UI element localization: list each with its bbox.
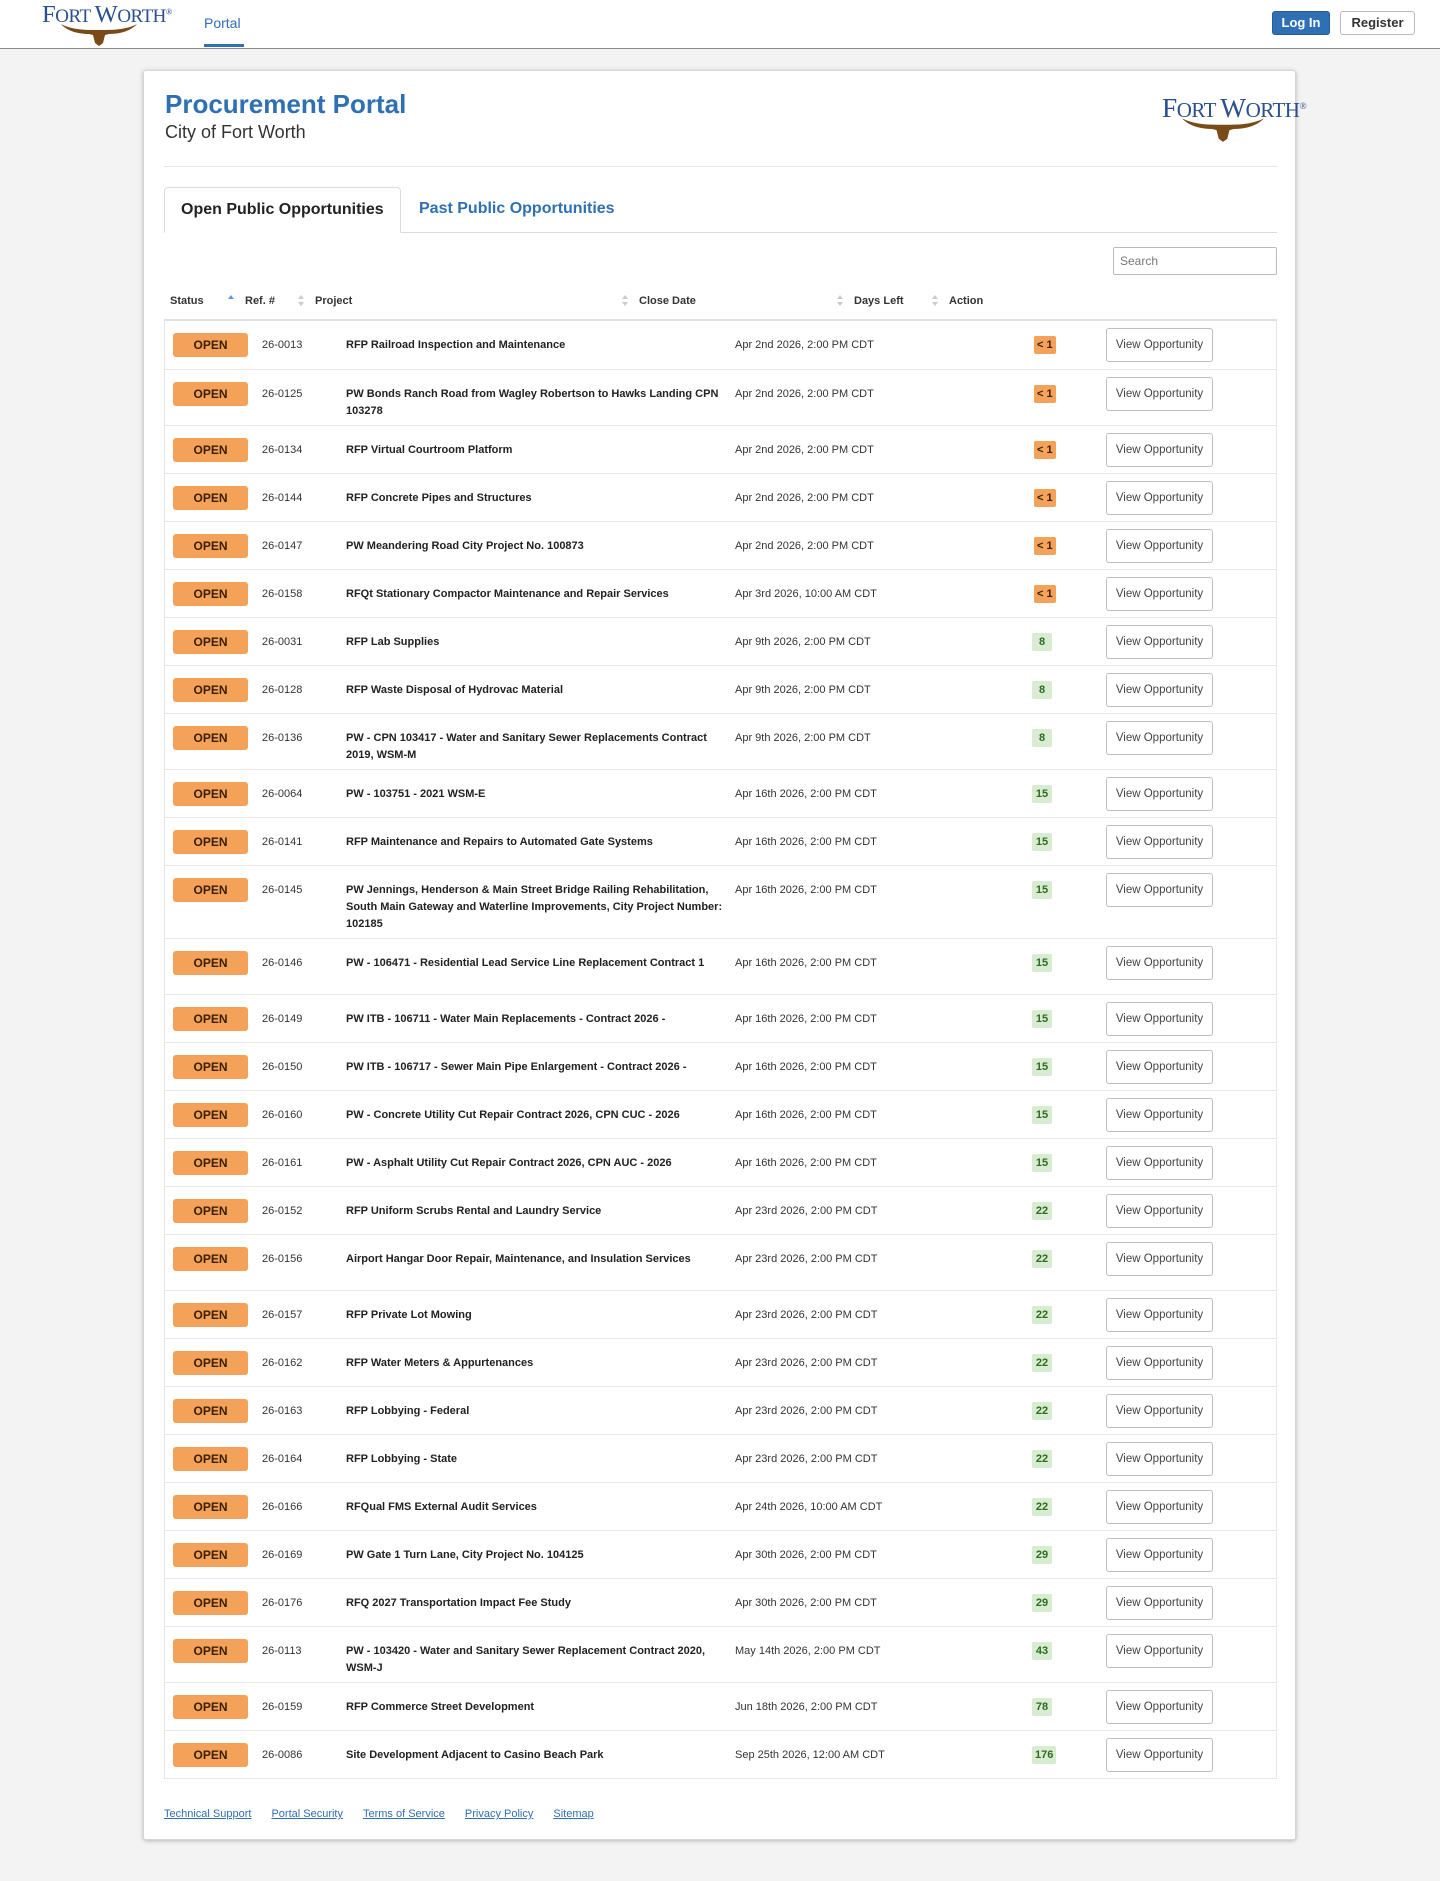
active-nav-indicator [204,44,244,47]
close-date: Apr 23rd 2026, 2:00 PM CDT [735,1405,878,1417]
view-opportunity-button[interactable]: View Opportunity [1106,1298,1213,1332]
days-left-badge: < 1 [1034,441,1056,459]
ref-number: 26-0152 [262,1205,303,1217]
view-opportunity-button[interactable]: View Opportunity [1106,1442,1213,1476]
ref-number: 26-0176 [262,1597,303,1609]
logo-text: FORT WORTH® [1162,93,1307,123]
sort-icon[interactable] [298,295,304,307]
days-left-badge: 15 [1032,1058,1052,1076]
status-badge: OPEN [173,1695,248,1719]
close-date: Apr 16th 2026, 2:00 PM CDT [735,1157,877,1169]
table-row [165,1138,1276,1186]
login-button[interactable]: Log In [1272,11,1330,35]
ref-number: 26-0162 [262,1357,303,1369]
days-left-badge: 8 [1032,729,1052,747]
longhorn-icon [1180,115,1266,143]
table-row [165,1338,1276,1386]
status-badge: OPEN [173,782,248,806]
days-left-badge: 15 [1032,833,1052,851]
days-left-badge: < 1 [1034,336,1056,354]
status-badge: OPEN [173,1543,248,1567]
footer-links [164,1808,614,1820]
status-badge: OPEN [173,1399,248,1423]
days-left-badge: < 1 [1034,537,1056,555]
ref-number: 26-0031 [262,636,303,648]
footer-link[interactable]: Sitemap [553,1808,594,1820]
table-row [165,473,1276,521]
view-opportunity-button[interactable]: View Opportunity [1106,1538,1213,1572]
close-date: May 14th 2026, 2:00 PM CDT [735,1645,881,1657]
project-name: PW Jennings, Henderson & Main Street Bridge Railing Rehabilitation, South Main Gateway and Waterline Improvements, City Project Number: 102185 [346,884,723,930]
ref-number: 26-0013 [262,339,303,351]
table-row [165,1730,1276,1778]
view-opportunity-button[interactable]: View Opportunity [1106,1490,1213,1524]
column-header-status[interactable]: Status [170,295,204,307]
view-opportunity-button[interactable]: View Opportunity [1106,1690,1213,1724]
status-badge: OPEN [173,382,248,406]
view-opportunity-button[interactable]: View Opportunity [1106,777,1213,811]
view-opportunity-button[interactable]: View Opportunity [1106,1346,1213,1380]
days-left-badge: 15 [1032,1010,1052,1028]
days-left-badge: 15 [1032,881,1052,899]
close-date: Apr 9th 2026, 2:00 PM CDT [735,636,871,648]
days-left-badge: < 1 [1034,489,1056,507]
status-badge: OPEN [173,726,248,750]
ref-number: 26-0064 [262,788,303,800]
days-left-badge: 8 [1032,681,1052,699]
project-name: RFP Private Lot Mowing [346,1309,472,1321]
view-opportunity-button[interactable]: View Opportunity [1106,377,1213,411]
close-date: Apr 23rd 2026, 2:00 PM CDT [735,1309,878,1321]
days-left-badge: 22 [1032,1498,1052,1516]
close-date: Apr 24th 2026, 10:00 AM CDT [735,1501,883,1513]
search-input[interactable] [1113,247,1277,275]
project-name: RFP Concrete Pipes and Structures [346,492,532,504]
close-date: Apr 30th 2026, 2:00 PM CDT [735,1549,877,1561]
sort-icon[interactable] [932,295,938,307]
project-name: RFQt Stationary Compactor Maintenance and Repair Services [346,588,669,600]
logo-wordmark: FORT WORTH [42,1,166,28]
status-badge: OPEN [173,1103,248,1127]
view-opportunity-button[interactable]: View Opportunity [1106,825,1213,859]
opportunities-table [164,284,1277,1779]
ref-number: 26-0164 [262,1453,303,1465]
days-left-badge: 22 [1032,1354,1052,1372]
project-name: RFP Virtual Courtroom Platform [346,444,513,456]
close-date: Apr 3rd 2026, 10:00 AM CDT [735,588,877,600]
days-left-badge: 15 [1032,1154,1052,1172]
table-row [165,1042,1276,1090]
project-name: PW - 103751 - 2021 WSM-E [346,788,486,800]
column-header-ref[interactable]: Ref. # [245,295,275,307]
ref-number: 26-0157 [262,1309,303,1321]
table-row [165,521,1276,569]
close-date: Apr 9th 2026, 2:00 PM CDT [735,732,871,744]
table-row [165,569,1276,617]
status-badge: OPEN [173,1007,248,1031]
project-name: RFQ 2027 Transportation Impact Fee Study [346,1597,571,1609]
ref-number: 26-0146 [262,957,303,969]
days-left-badge: 22 [1032,1250,1052,1268]
close-date: Jun 18th 2026, 2:00 PM CDT [735,1701,878,1713]
table-row [165,617,1276,665]
view-opportunity-button[interactable]: View Opportunity [1106,1194,1213,1228]
fort-worth-logo-large [1162,93,1307,145]
table-row [165,1386,1276,1434]
page-subtitle: City of Fort Worth [165,122,306,142]
close-date: Apr 2nd 2026, 2:00 PM CDT [735,444,874,456]
footer-link[interactable]: Privacy Policy [464,1808,534,1820]
fort-worth-logo[interactable] [42,0,172,48]
days-left-badge: 22 [1032,1202,1052,1220]
status-badge: OPEN [173,1199,248,1223]
project-name: RFP Railroad Inspection and Maintenance [346,339,566,351]
days-left-badge: 15 [1032,954,1052,972]
days-left-badge: 8 [1032,633,1052,651]
view-opportunity-button[interactable]: View Opportunity [1106,1242,1213,1276]
project-name: PW Gate 1 Turn Lane, City Project No. 104125 [346,1549,584,1561]
ref-number: 26-0156 [262,1253,303,1265]
page-title: Procurement Portal [165,89,407,119]
status-badge: OPEN [173,1447,248,1471]
ref-number: 26-0086 [262,1749,303,1761]
view-opportunity-button[interactable]: View Opportunity [1106,1002,1213,1036]
table-row [165,1682,1276,1730]
status-badge: OPEN [173,951,248,975]
project-name: PW - 106471 - Residential Lead Service Line Replacement Contract 1 [346,957,705,969]
ref-number: 26-0145 [262,884,303,896]
view-opportunity-button[interactable]: View Opportunity [1106,673,1213,707]
close-date: Apr 9th 2026, 2:00 PM CDT [735,684,871,696]
days-left-badge: 176 [1032,1746,1056,1764]
project-name: RFQual FMS External Audit Services [346,1501,537,1513]
close-date: Apr 2nd 2026, 2:00 PM CDT [735,492,874,504]
project-name: RFP Commerce Street Development [346,1701,535,1713]
status-badge: OPEN [173,830,248,854]
status-badge: OPEN [173,1743,248,1767]
header-divider [164,166,1277,167]
project-name: RFP Waste Disposal of Hydrovac Material [346,684,564,696]
close-date: Apr 23rd 2026, 2:00 PM CDT [735,1253,878,1265]
project-name: PW - CPN 103417 - Water and Sanitary Sewer Replacements Contract 2019, WSM-M [346,732,707,761]
days-left-badge: 22 [1032,1402,1052,1420]
view-opportunity-button[interactable]: View Opportunity [1106,1098,1213,1132]
status-badge: OPEN [173,1351,248,1375]
portal-card [143,70,1307,1840]
column-header-days-left[interactable]: Days Left [854,295,904,307]
table-row [165,994,1276,1042]
table-row [165,665,1276,713]
days-left-badge: < 1 [1034,385,1056,403]
project-name: PW - 103420 - Water and Sanitary Sewer Replacement Contract 2020, WSM-J [346,1645,706,1674]
project-name: PW Bonds Ranch Road from Wagley Robertson to Hawks Landing CPN 103278 [346,388,719,417]
table-row [165,369,1276,425]
status-badge: OPEN [173,678,248,702]
nav-portal-link[interactable]: Portal [204,15,241,31]
close-date: Apr 16th 2026, 2:00 PM CDT [735,957,877,969]
close-date: Apr 16th 2026, 2:00 PM CDT [735,884,877,896]
logo-text: FORT WORTH® [42,1,172,28]
close-date: Apr 2nd 2026, 2:00 PM CDT [735,388,874,400]
project-name: PW - Concrete Utility Cut Repair Contract 2026, CPN CUC - 2026 [346,1109,680,1121]
tab-past-opportunities[interactable]: Past Public Opportunities [419,200,615,217]
ref-number: 26-0147 [262,540,303,552]
table-row [165,321,1276,369]
close-date: Apr 23rd 2026, 2:00 PM CDT [735,1205,878,1217]
ref-number: 26-0125 [262,388,303,400]
close-date: Apr 16th 2026, 2:00 PM CDT [735,1013,877,1025]
table-body [164,321,1277,1779]
close-date: Apr 16th 2026, 2:00 PM CDT [735,788,877,800]
project-name: RFP Maintenance and Repairs to Automated Gate Systems [346,836,653,848]
close-date: Apr 16th 2026, 2:00 PM CDT [735,836,877,848]
ref-number: 26-0163 [262,1405,303,1417]
project-name: Site Development Adjacent to Casino Beach Park [346,1749,604,1761]
register-button[interactable]: Register [1340,11,1415,35]
view-opportunity-button[interactable]: View Opportunity [1106,625,1213,659]
ref-number: 26-0160 [262,1109,303,1121]
status-badge: OPEN [173,1495,248,1519]
view-opportunity-button[interactable]: View Opportunity [1106,873,1213,907]
sort-icon[interactable] [837,295,843,307]
close-date: Apr 23rd 2026, 2:00 PM CDT [735,1453,878,1465]
tab-open-opportunities[interactable]: Open Public Opportunities [164,187,401,233]
view-opportunity-button[interactable]: View Opportunity [1106,529,1213,563]
status-badge: OPEN [173,878,248,902]
ref-number: 26-0128 [262,684,303,696]
project-name: PW ITB - 106717 - Sewer Main Pipe Enlargement - Contract 2026 - [346,1061,687,1073]
status-badge: OPEN [173,582,248,606]
view-opportunity-button[interactable]: View Opportunity [1106,946,1213,980]
table-row [165,1530,1276,1578]
status-badge: OPEN [173,1639,248,1663]
ref-number: 26-0134 [262,444,303,456]
ref-number: 26-0166 [262,1501,303,1513]
view-opportunity-button[interactable]: View Opportunity [1106,721,1213,755]
status-badge: OPEN [173,1591,248,1615]
close-date: Apr 2nd 2026, 2:00 PM CDT [735,339,874,351]
table-row [165,1626,1276,1682]
table-row [165,425,1276,473]
status-badge: OPEN [173,333,248,357]
table-row [165,1434,1276,1482]
table-row [165,713,1276,769]
ref-number: 26-0136 [262,732,303,744]
days-left-badge: 43 [1032,1642,1052,1660]
table-row [165,1234,1276,1290]
days-left-badge: 15 [1032,1106,1052,1124]
table-row [165,938,1276,994]
ref-number: 26-0113 [262,1645,302,1657]
close-date: Sep 25th 2026, 12:00 AM CDT [735,1749,885,1761]
view-opportunity-button[interactable]: View Opportunity [1106,1146,1213,1180]
close-date: Apr 30th 2026, 2:00 PM CDT [735,1597,877,1609]
footer-link[interactable]: Portal Security [271,1808,343,1820]
table-row [165,1290,1276,1338]
status-badge: OPEN [173,1151,248,1175]
top-navbar [0,0,1440,49]
ref-number: 26-0161 [262,1157,303,1169]
status-badge: OPEN [173,438,248,462]
close-date: Apr 23rd 2026, 2:00 PM CDT [735,1357,878,1369]
sort-icon[interactable] [622,295,628,307]
view-opportunity-button[interactable]: View Opportunity [1106,1738,1213,1772]
project-name: PW - Asphalt Utility Cut Repair Contract 2026, CPN AUC - 2026 [346,1157,672,1169]
status-badge: OPEN [173,1055,248,1079]
status-badge: OPEN [173,486,248,510]
project-name: RFP Water Meters & Appurtenances [346,1357,534,1369]
close-date: Apr 16th 2026, 2:00 PM CDT [735,1061,877,1073]
view-opportunity-button[interactable]: View Opportunity [1106,328,1213,362]
ref-number: 26-0141 [262,836,303,848]
logo-wordmark: FORT WORTH [1162,93,1300,123]
column-header-close-date[interactable]: Close Date [639,295,696,307]
view-opportunity-button[interactable]: View Opportunity [1106,1050,1213,1084]
ref-number: 26-0159 [262,1701,303,1713]
view-opportunity-button[interactable]: View Opportunity [1106,481,1213,515]
days-left-badge: 29 [1032,1594,1052,1612]
view-opportunity-button[interactable]: View Opportunity [1106,1634,1213,1668]
column-header-action: Action [949,295,984,307]
view-opportunity-button[interactable]: View Opportunity [1106,433,1213,467]
longhorn-icon [60,21,138,47]
project-name: PW ITB - 106711 - Water Main Replacements - Contract 2026 - [346,1013,666,1025]
view-opportunity-button[interactable]: View Opportunity [1106,1586,1213,1620]
table-row [165,1186,1276,1234]
table-row [165,1578,1276,1626]
status-badge: OPEN [173,1247,248,1271]
ref-number: 26-0144 [262,492,303,504]
days-left-badge: 15 [1032,785,1052,803]
ref-number: 26-0149 [262,1013,303,1025]
column-header-project[interactable]: Project [315,295,353,307]
view-opportunity-button[interactable]: View Opportunity [1106,577,1213,611]
footer-link[interactable]: Terms of Service [362,1808,445,1820]
project-name: RFP Lobbying - Federal [346,1405,470,1417]
project-name: RFP Uniform Scrubs Rental and Laundry Service [346,1205,602,1217]
close-date: Apr 2nd 2026, 2:00 PM CDT [735,540,874,552]
table-row [165,1090,1276,1138]
days-left-badge: < 1 [1034,585,1056,603]
table-header [164,284,1277,321]
status-badge: OPEN [173,1303,248,1327]
project-name: Airport Hangar Door Repair, Maintenance, and Insulation Services [346,1253,691,1265]
status-badge: OPEN [173,534,248,558]
table-row [165,769,1276,817]
table-row [165,865,1276,938]
days-left-badge: 22 [1032,1450,1052,1468]
project-name: RFP Lobbying - State [346,1453,458,1465]
ref-number: 26-0169 [262,1549,303,1561]
project-name: RFP Lab Supplies [346,636,440,648]
days-left-badge: 78 [1032,1698,1052,1716]
status-badge: OPEN [173,630,248,654]
days-left-badge: 22 [1032,1306,1052,1324]
sort-asc-icon[interactable] [228,295,234,307]
project-name: PW Meandering Road City Project No. 100873 [346,540,584,552]
ref-number: 26-0150 [262,1061,303,1073]
table-row [165,1482,1276,1530]
days-left-badge: 29 [1032,1546,1052,1564]
view-opportunity-button[interactable]: View Opportunity [1106,1394,1213,1428]
table-row [165,817,1276,865]
ref-number: 26-0158 [262,588,303,600]
close-date: Apr 16th 2026, 2:00 PM CDT [735,1109,877,1121]
footer-link[interactable]: Technical Support [164,1808,252,1820]
